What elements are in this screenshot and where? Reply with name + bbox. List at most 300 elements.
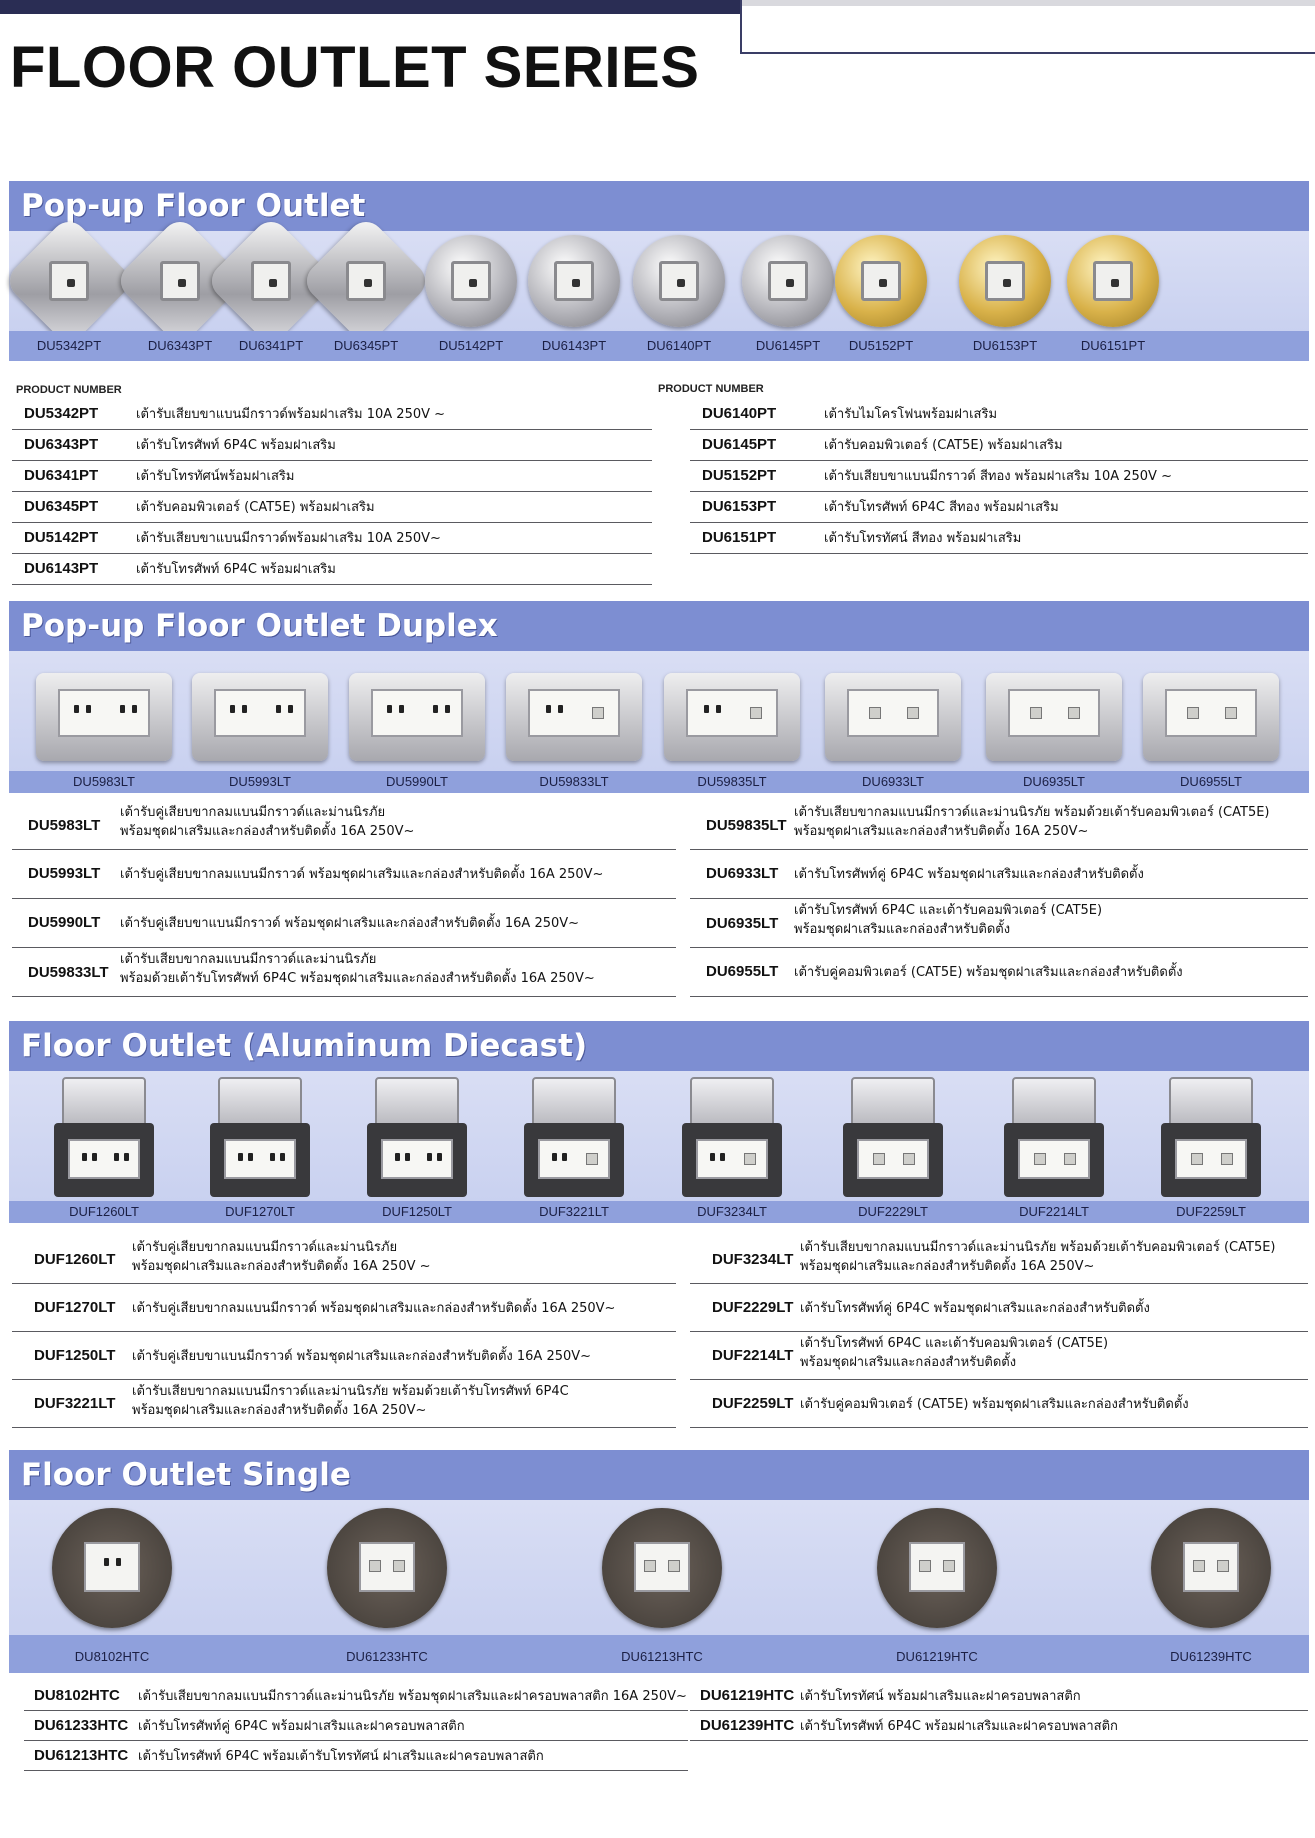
product-description xyxy=(132,1238,431,1276)
product-code-label: DU6151PT xyxy=(1080,338,1146,353)
socket-pin-hole xyxy=(562,1153,567,1161)
section-duplex xyxy=(9,601,1309,793)
product-description: เต้ารับเสียบขาแบนมีกราวด์ สีทอง พร้อมฝาเสริม 10A 250V ~ xyxy=(824,469,1172,484)
product-description-line: พร้อมชุดฝาเสริมและกล่องสำหรับติดตั้ง 16A 250V ~ xyxy=(132,1259,431,1274)
product-image-band xyxy=(9,651,1309,771)
socket-pin-hole xyxy=(546,705,551,713)
product-description-line: เต้ารับเสียบขากลมแบนมีกราวด์และม่านนิรภัย xyxy=(120,952,377,967)
product-description xyxy=(120,914,579,933)
product-description xyxy=(132,1299,615,1318)
product-description-line: เต้ารับโทรศัพท์คู่ 6P4C พร้อมชุดฝาเสริมและกล่องสำหรับติดตั้ง xyxy=(800,1301,1150,1316)
product-description xyxy=(800,1395,1189,1414)
product-description-line: พร้อมชุดฝาเสริมและกล่องสำหรับติดตั้ง 16A 250V~ xyxy=(120,824,415,839)
data-port xyxy=(644,1560,656,1572)
product-code: DU6345PT xyxy=(24,498,99,515)
duplex-outlet-image xyxy=(36,673,172,761)
product-code-label: DU5142PT xyxy=(438,338,504,353)
product-code-label: DUF2229LT xyxy=(858,1204,928,1219)
product-code: DU5142PT xyxy=(24,529,99,546)
product-code-label: DUF2259LT xyxy=(1176,1204,1246,1219)
outlet-body xyxy=(210,1123,310,1197)
product-code: DU6145PT xyxy=(702,436,777,453)
socket-pin-hole xyxy=(92,1153,97,1161)
outlet-lid xyxy=(1169,1077,1253,1127)
socket-port xyxy=(178,279,186,287)
product-code: DU5342PT xyxy=(24,405,99,422)
popup-outlet-gold-image xyxy=(1067,235,1159,327)
product-code-label: DU6140PT xyxy=(646,338,712,353)
product-description-line: เต้ารับคู่เสียบขาแบนมีกราวด์ พร้อมชุดฝาเสริมและกล่องสำหรับติดตั้ง 16A 250V~ xyxy=(132,1349,592,1364)
table-row xyxy=(690,899,1308,948)
diecast-outlet-image xyxy=(1004,1077,1104,1199)
socket-port xyxy=(469,279,477,287)
socket-pin-hole xyxy=(437,1153,442,1161)
socket-pin-hole xyxy=(230,705,235,713)
popup-outlet-gold-image xyxy=(835,235,927,327)
product-code: DU6143PT xyxy=(24,560,99,577)
socket-pin-hole xyxy=(124,1153,129,1161)
outlet-body xyxy=(1004,1123,1104,1197)
outlet-faceplate xyxy=(371,689,463,737)
product-description-line: เต้ารับคู่คอมพิวเตอร์ (CAT5E) พร้อมชุดฝาเสริมและกล่องสำหรับติดตั้ง xyxy=(794,965,1183,980)
product-code-label: DUF3221LT xyxy=(539,1204,609,1219)
product-code-label: DU6345PT xyxy=(333,338,399,353)
product-code: DU5990LT xyxy=(28,914,101,931)
socket-pin-hole xyxy=(716,705,721,713)
product-description: เต้ารับโทรศัพท์ 6P4C พร้อมฝาเสริมและฝาครอบพลาสติก xyxy=(800,1719,1118,1734)
table-row xyxy=(690,430,1308,461)
socket-port xyxy=(1003,279,1011,287)
single-outlet-image xyxy=(1151,1508,1271,1628)
product-code: DU59833LT xyxy=(28,964,109,981)
outlet-lid xyxy=(1012,1077,1096,1127)
outlet-faceplate xyxy=(634,1542,690,1592)
socket-face xyxy=(659,261,699,301)
socket-face xyxy=(346,261,386,301)
product-code-label: DU6145PT xyxy=(755,338,821,353)
product-description: เต้ารับโทรทัศน์พร้อมฝาเสริม xyxy=(136,469,295,484)
product-code: DU61219HTC xyxy=(700,1687,795,1704)
product-description: เต้ารับเสียบขาแบนมีกราวด์พร้อมฝาเสริม 10A 250V~ xyxy=(136,531,441,546)
socket-pin-hole xyxy=(720,1153,725,1161)
socket-pin-hole xyxy=(558,705,563,713)
duplex-outlet-image xyxy=(349,673,485,761)
socket-pin-hole xyxy=(82,1153,87,1161)
outlet-faceplate xyxy=(1008,689,1100,737)
product-code-strip xyxy=(9,1201,1309,1223)
table-row xyxy=(690,523,1308,554)
socket-pin-hole xyxy=(387,705,392,713)
outlet-lid xyxy=(375,1077,459,1127)
data-port xyxy=(369,1560,381,1572)
outlet-faceplate xyxy=(58,689,150,737)
product-code: DU5993LT xyxy=(28,865,101,882)
table-row xyxy=(12,801,676,850)
table-row xyxy=(12,850,676,899)
outlet-faceplate xyxy=(84,1542,140,1592)
outlet-lid xyxy=(690,1077,774,1127)
product-description-line: เต้ารับโทรศัพท์ 6P4C และเต้ารับคอมพิวเตอร์ (CAT5E) xyxy=(800,1336,1109,1351)
table-row xyxy=(690,801,1308,850)
section-single xyxy=(9,1450,1309,1673)
socket-port xyxy=(572,279,580,287)
product-code-label: DU5152PT xyxy=(848,338,914,353)
product-code: DUF1270LT xyxy=(34,1299,116,1316)
product-code: DUF1250LT xyxy=(34,1347,116,1364)
outlet-faceplate xyxy=(686,689,778,737)
data-port xyxy=(903,1153,915,1165)
socket-pin-hole xyxy=(86,705,91,713)
table-row xyxy=(690,492,1308,523)
top-accent-bar xyxy=(0,0,740,14)
product-description-line: เต้ารับเสียบขากลมแบนมีกราวด์และม่านนิรภัย พร้อมด้วยเต้ารับโทรศัพท์ 6P4C xyxy=(132,1384,569,1399)
product-description: เต้ารับเสียบขาแบนมีกราวด์พร้อมฝาเสริม 10A 250V ~ xyxy=(136,407,446,422)
product-description xyxy=(794,901,1102,939)
section-heading: Pop-up Floor Outlet Duplex xyxy=(9,601,1309,651)
data-port xyxy=(1191,1153,1203,1165)
table-row xyxy=(690,1284,1308,1332)
product-description xyxy=(794,963,1183,982)
socket-pin-hole xyxy=(280,1153,285,1161)
outlet-faceplate xyxy=(847,689,939,737)
product-description-line: พร้อมชุดฝาเสริมและกล่องสำหรับติดตั้ง 16A 250V~ xyxy=(794,824,1089,839)
duplex-outlet-image xyxy=(506,673,642,761)
data-port xyxy=(1034,1153,1046,1165)
product-description-line: พร้อมชุดฝาเสริมและกล่องสำหรับติดตั้ง xyxy=(800,1355,1017,1370)
table-row xyxy=(690,461,1308,492)
socket-pin-hole xyxy=(445,705,450,713)
socket-pin-hole xyxy=(120,705,125,713)
socket-pin-hole xyxy=(248,1153,253,1161)
table-row xyxy=(690,1236,1308,1284)
socket-pin-hole xyxy=(552,1153,557,1161)
outlet-body xyxy=(524,1123,624,1197)
product-code: DU61213HTC xyxy=(34,1747,129,1764)
table-row xyxy=(12,1380,676,1428)
socket-pin-hole xyxy=(270,1153,275,1161)
product-code-label: DU59835LT xyxy=(697,774,767,789)
product-description-line: เต้ารับโทรศัพท์ 6P4C และเต้ารับคอมพิวเตอร์ (CAT5E) xyxy=(794,903,1103,918)
outlet-faceplate xyxy=(381,1139,453,1179)
outlet-body xyxy=(843,1123,943,1197)
popup-outlet-round-image xyxy=(633,235,725,327)
socket-port xyxy=(364,279,372,287)
product-code-label: DU61233HTC xyxy=(346,1649,428,1664)
socket-face xyxy=(451,261,491,301)
product-code: DUF3234LT xyxy=(712,1251,794,1268)
data-port xyxy=(592,707,604,719)
outlet-lid xyxy=(62,1077,146,1127)
column-label-left: PRODUCT NUMBER xyxy=(16,384,122,396)
table-row xyxy=(690,948,1308,997)
socket-pin-hole xyxy=(704,705,709,713)
data-port xyxy=(907,707,919,719)
duplex-outlet-image xyxy=(664,673,800,761)
product-code-label: DU59833LT xyxy=(539,774,609,789)
outlet-faceplate xyxy=(1018,1139,1090,1179)
data-port xyxy=(750,707,762,719)
socket-pin-hole xyxy=(395,1153,400,1161)
product-code: DU61233HTC xyxy=(34,1717,129,1734)
product-description-line: พร้อมชุดฝาเสริมและกล่องสำหรับติดตั้ง 16A 250V~ xyxy=(132,1403,427,1418)
product-description-line: เต้ารับคู่เสียบขากลมแบนมีกราวด์ พร้อมชุดฝาเสริมและกล่องสำหรับติดตั้ง 16A 250V~ xyxy=(132,1301,616,1316)
socket-pin-hole xyxy=(114,1153,119,1161)
socket-pin-hole xyxy=(288,705,293,713)
section-popup xyxy=(9,181,1309,361)
page-title: FLOOR OUTLET SERIES xyxy=(10,35,700,100)
product-code-label: DU6341PT xyxy=(238,338,304,353)
outlet-faceplate xyxy=(909,1542,965,1592)
single-outlet-image xyxy=(877,1508,997,1628)
single-outlet-image xyxy=(327,1508,447,1628)
table-row xyxy=(690,1681,1308,1711)
product-code-label: DUF1250LT xyxy=(382,1204,452,1219)
product-description-line: เต้ารับคู่เสียบขากลมแบนมีกราวด์ พร้อมชุดฝาเสริมและกล่องสำหรับติดตั้ง 16A 250V~ xyxy=(120,867,604,882)
socket-pin-hole xyxy=(427,1153,432,1161)
outlet-faceplate xyxy=(214,689,306,737)
product-description xyxy=(132,1347,591,1366)
table-row xyxy=(24,1711,688,1741)
product-description-line: พร้อมชุดฝาเสริมและกล่องสำหรับติดตั้ง 16A 250V~ xyxy=(800,1259,1095,1274)
data-port xyxy=(873,1153,885,1165)
socket-face xyxy=(554,261,594,301)
product-code: DU6151PT xyxy=(702,529,777,546)
socket-pin-hole xyxy=(238,1153,243,1161)
product-code-strip xyxy=(9,331,1309,361)
outlet-faceplate xyxy=(1165,689,1257,737)
product-code-label: DU6935LT xyxy=(1023,774,1085,789)
data-port xyxy=(869,707,881,719)
popup-outlet-gold-image xyxy=(959,235,1051,327)
top-frame-line xyxy=(740,0,1315,54)
product-description xyxy=(800,1334,1108,1372)
product-code: DU61239HTC xyxy=(700,1717,795,1734)
product-description: เต้ารับคอมพิวเตอร์ (CAT5E) พร้อมฝาเสริม xyxy=(824,438,1063,453)
product-description-line: เต้ารับเสียบขากลมแบนมีกราวด์และม่านนิรภัย พร้อมด้วยเต้ารับคอมพิวเตอร์ (CAT5E) xyxy=(800,1240,1276,1255)
product-code-label: DUF1260LT xyxy=(69,1204,139,1219)
product-code: DU6933LT xyxy=(706,865,779,882)
product-image-band xyxy=(9,1500,1309,1635)
outlet-lid xyxy=(218,1077,302,1127)
table-row xyxy=(12,554,652,585)
socket-face xyxy=(768,261,808,301)
product-code: DU6935LT xyxy=(706,915,779,932)
section-heading: Floor Outlet (Aluminum Diecast) xyxy=(9,1021,1309,1071)
outlet-faceplate xyxy=(1175,1139,1247,1179)
product-code: DUF2229LT xyxy=(712,1299,794,1316)
section-diecast xyxy=(9,1021,1309,1223)
product-description-line: พร้อมด้วยเต้ารับโทรศัพท์ 6P4C พร้อมชุดฝาเสริมและกล่องสำหรับติดตั้ง 16A 250V~ xyxy=(120,971,595,986)
outlet-body xyxy=(1161,1123,1261,1197)
product-description: เต้ารับไมโครโฟนพร้อมฝาเสริม xyxy=(824,407,998,422)
popup-outlet-round-image xyxy=(528,235,620,327)
outlet-faceplate xyxy=(538,1139,610,1179)
product-description: เต้ารับเสียบขากลมแบนมีกราวด์และม่านนิรภัย พร้อมชุดฝาเสริมและฝาครอบพลาสติก 16A 250V~ xyxy=(138,1689,687,1704)
table-row xyxy=(690,1332,1308,1380)
data-port xyxy=(1187,707,1199,719)
popup-outlet-square-image xyxy=(300,215,433,348)
popup-outlet-square-image xyxy=(3,215,136,348)
product-code: DUF1260LT xyxy=(34,1251,116,1268)
product-image-band xyxy=(9,231,1309,331)
socket-face xyxy=(251,261,291,301)
popup-outlet-round-image xyxy=(425,235,517,327)
product-description-line: เต้ารับคู่เสียบขากลมแบนมีกราวด์และม่านนิรภัย xyxy=(132,1240,398,1255)
product-image-band xyxy=(9,1071,1309,1201)
data-port xyxy=(1193,1560,1205,1572)
socket-pin-hole xyxy=(242,705,247,713)
product-description: เต้ารับโทรทัศน์ พร้อมฝาเสริมและฝาครอบพลาสติก xyxy=(800,1689,1081,1704)
duplex-outlet-image xyxy=(986,673,1122,761)
socket-port xyxy=(269,279,277,287)
socket-pin-hole xyxy=(132,705,137,713)
data-port xyxy=(1225,707,1237,719)
socket-face xyxy=(985,261,1025,301)
socket-port xyxy=(677,279,685,287)
data-port xyxy=(1030,707,1042,719)
product-code-label: DU5990LT xyxy=(386,774,448,789)
data-port xyxy=(393,1560,405,1572)
product-code-label: DU6343PT xyxy=(147,338,213,353)
diecast-outlet-image xyxy=(210,1077,310,1199)
product-code: DU5983LT xyxy=(28,817,101,834)
outlet-body xyxy=(367,1123,467,1197)
outlet-faceplate xyxy=(359,1542,415,1592)
data-port xyxy=(1064,1153,1076,1165)
product-description: เต้ารับโทรศัพท์ 6P4C สีทอง พร้อมฝาเสริม xyxy=(824,500,1059,515)
diecast-outlet-image xyxy=(367,1077,467,1199)
product-description-line: เต้ารับเสียบขากลมแบนมีกราวด์และม่านนิรภัย พร้อมด้วยเต้ารับคอมพิวเตอร์ (CAT5E) xyxy=(794,805,1270,820)
section-heading: Pop-up Floor Outlet xyxy=(9,181,1309,231)
outlet-faceplate xyxy=(224,1139,296,1179)
product-code-label: DU6955LT xyxy=(1180,774,1242,789)
product-code-label: DU8102HTC xyxy=(74,1649,150,1664)
table-row xyxy=(12,1332,676,1380)
duplex-outlet-image xyxy=(192,673,328,761)
socket-pin-hole xyxy=(710,1153,715,1161)
product-description xyxy=(120,950,595,988)
product-description xyxy=(794,865,1144,884)
table-row xyxy=(12,399,652,430)
popup-outlet-round-image xyxy=(742,235,834,327)
outlet-body xyxy=(54,1123,154,1197)
table-row xyxy=(690,1711,1308,1741)
outlet-faceplate xyxy=(68,1139,140,1179)
socket-face xyxy=(1093,261,1133,301)
product-description: เต้ารับโทรศัพท์ 6P4C พร้อมฝาเสริม xyxy=(136,438,336,453)
socket-port xyxy=(786,279,794,287)
product-code: DU6153PT xyxy=(702,498,777,515)
socket-face xyxy=(49,261,89,301)
table-row xyxy=(12,523,652,554)
product-description xyxy=(800,1238,1276,1276)
outlet-lid xyxy=(851,1077,935,1127)
product-description-line: พร้อมชุดฝาเสริมและกล่องสำหรับติดตั้ง xyxy=(794,922,1011,937)
duplex-outlet-image xyxy=(825,673,961,761)
product-code: DU6140PT xyxy=(702,405,777,422)
table-row xyxy=(12,1236,676,1284)
diecast-outlet-image xyxy=(682,1077,782,1199)
product-description-line: เต้ารับโทรศัพท์คู่ 6P4C พร้อมชุดฝาเสริมและกล่องสำหรับติดตั้ง xyxy=(794,867,1144,882)
socket-face xyxy=(861,261,901,301)
product-code: DU6955LT xyxy=(706,963,779,980)
product-code-strip xyxy=(9,771,1309,793)
table-row xyxy=(12,948,676,997)
product-code-label: DU6153PT xyxy=(972,338,1038,353)
outlet-faceplate xyxy=(1183,1542,1239,1592)
table-row xyxy=(12,899,676,948)
product-code-label: DUF2214LT xyxy=(1019,1204,1089,1219)
product-description xyxy=(800,1299,1150,1318)
outlet-body xyxy=(682,1123,782,1197)
product-code-label: DU6143PT xyxy=(541,338,607,353)
duplex-outlet-image xyxy=(1143,673,1279,761)
product-description: เต้ารับโทรศัพท์ 6P4C พร้อมฝาเสริม xyxy=(136,562,336,577)
table-row xyxy=(12,492,652,523)
product-code: DU6341PT xyxy=(24,467,99,484)
product-description xyxy=(132,1382,569,1420)
socket-pin-hole xyxy=(433,705,438,713)
outlet-faceplate xyxy=(528,689,620,737)
socket-pin-hole xyxy=(399,705,404,713)
data-port xyxy=(586,1153,598,1165)
data-port xyxy=(1217,1560,1229,1572)
socket-port xyxy=(1111,279,1119,287)
data-port xyxy=(1068,707,1080,719)
socket-pin-hole xyxy=(116,1558,121,1566)
product-code-label: DUF3234LT xyxy=(697,1204,767,1219)
column-label-right: PRODUCT NUMBER xyxy=(658,383,764,395)
socket-pin-hole xyxy=(74,705,79,713)
diecast-outlet-image xyxy=(1161,1077,1261,1199)
product-code: DU59835LT xyxy=(706,817,787,834)
product-description: เต้ารับโทรทัศน์ สีทอง พร้อมฝาเสริม xyxy=(824,531,1022,546)
socket-pin-hole xyxy=(276,705,281,713)
table-row xyxy=(690,399,1308,430)
data-port xyxy=(943,1560,955,1572)
product-code-label: DU5342PT xyxy=(36,338,102,353)
single-outlet-image xyxy=(52,1508,172,1628)
product-code-label: DU61213HTC xyxy=(621,1649,703,1664)
socket-port xyxy=(67,279,75,287)
table-row xyxy=(24,1741,688,1771)
table-row xyxy=(12,430,652,461)
product-description: เต้ารับโทรศัพท์ 6P4C พร้อมเต้ารับโทรทัศน์ ฝาเสริมและฝาครอบพลาสติก xyxy=(138,1749,544,1764)
data-port xyxy=(744,1153,756,1165)
product-description xyxy=(794,803,1270,841)
table-row xyxy=(12,461,652,492)
product-code-label: DU5993LT xyxy=(229,774,291,789)
table-row xyxy=(12,1284,676,1332)
socket-pin-hole xyxy=(405,1153,410,1161)
single-outlet-image xyxy=(602,1508,722,1628)
product-code-label: DU6933LT xyxy=(862,774,924,789)
table-row xyxy=(690,850,1308,899)
product-code-label: DUF1270LT xyxy=(225,1204,295,1219)
product-code: DUF2214LT xyxy=(712,1347,794,1364)
product-code: DUF3221LT xyxy=(34,1395,116,1412)
product-code: DU5152PT xyxy=(702,467,777,484)
product-code: DUF2259LT xyxy=(712,1395,794,1412)
product-description-line: เต้ารับคู่คอมพิวเตอร์ (CAT5E) พร้อมชุดฝาเสริมและกล่องสำหรับติดตั้ง xyxy=(800,1397,1189,1412)
data-port xyxy=(1221,1153,1233,1165)
outlet-faceplate xyxy=(696,1139,768,1179)
product-description xyxy=(120,865,603,884)
socket-face xyxy=(160,261,200,301)
diecast-outlet-image xyxy=(843,1077,943,1199)
outlet-lid xyxy=(532,1077,616,1127)
socket-port xyxy=(879,279,887,287)
